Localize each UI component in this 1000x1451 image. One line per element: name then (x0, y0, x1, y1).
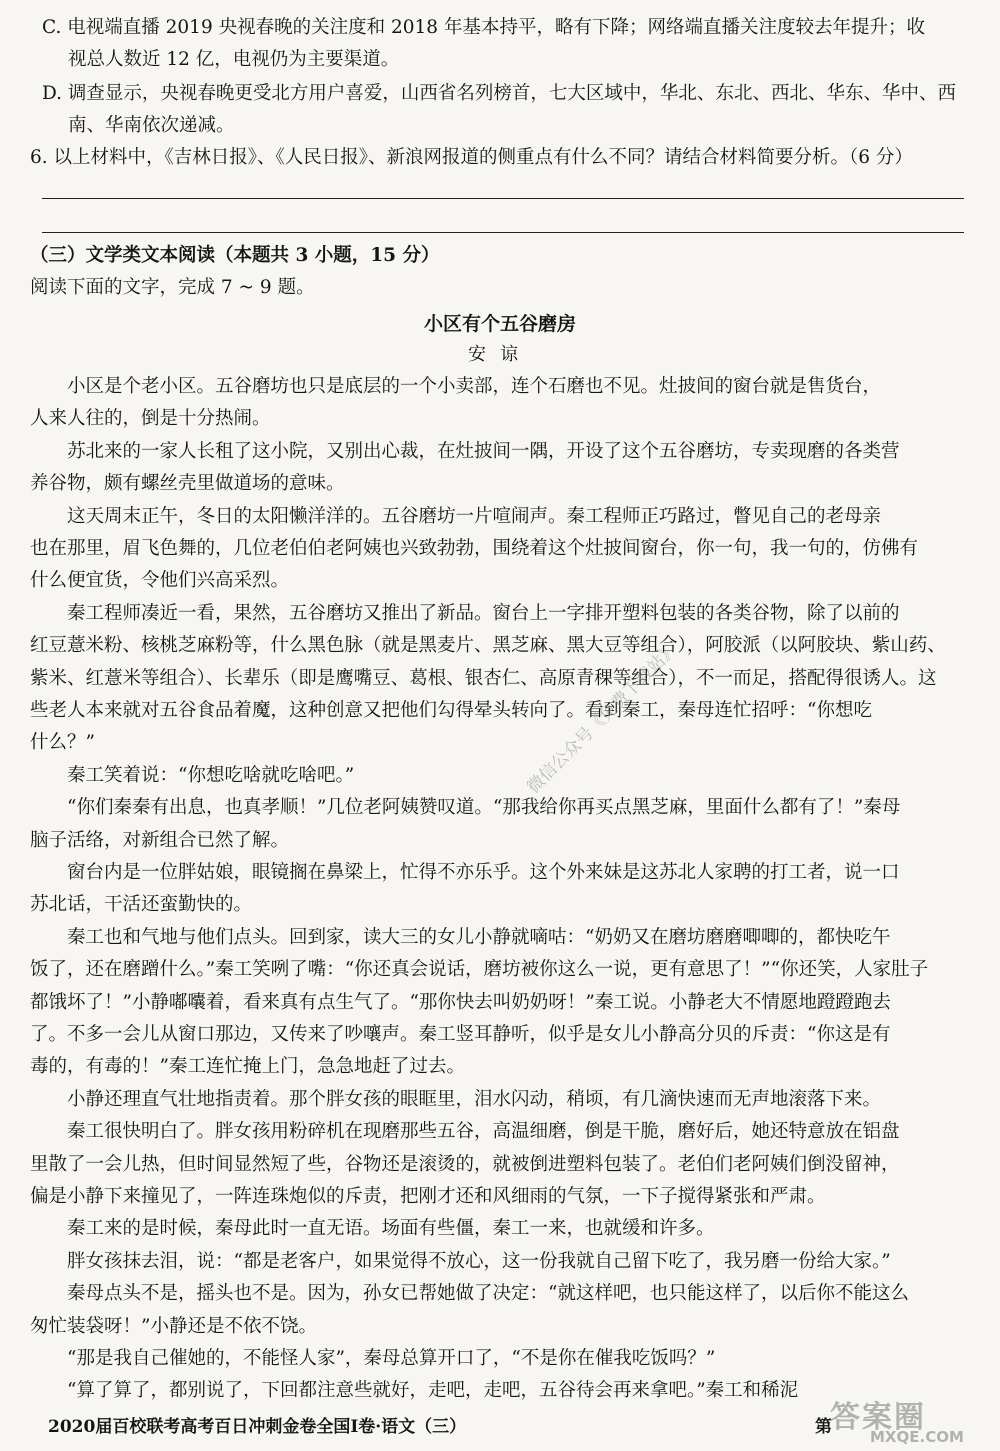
article-line: 秦工笑着说：“你想吃啥就吃啥吧。” (67, 765, 355, 786)
article-line: 什么便宜货，令他们兴高采烈。 (30, 570, 290, 591)
article-line: 秦工很快明白了。胖女孩用粉碎机在现磨那些五谷，高温细磨，倒是干脆，磨好后，她还特意放在铝盘 (67, 1121, 900, 1142)
footer: 2020届百校联考高考百日冲刺金卷全国Ⅰ卷·语文（三） (48, 1417, 467, 1437)
option-c-line-2: 视总人数近 12 亿，电视仍为主要渠道。 (68, 49, 400, 70)
article-line: 了。不多一会儿从窗口那边，又传来了吵嚷声。秦工竖耳静听，似乎是女儿小静高分贝的斥责：“你这是有 (30, 1024, 891, 1045)
article-line: 也在那里，眉飞色舞的，几位老伯伯老阿姨也兴致勃勃，围绕着这个灶披间窗台，你一句，我一句的，仿佛有 (30, 538, 919, 559)
article-title: 小区有个五谷磨房 (423, 313, 576, 335)
article-line: 匆忙装袋呀！”小静还是不依不饶。 (30, 1316, 317, 1337)
article-line: 小区是个老小区。五谷磨坊也只是底层的一个小卖部，连个石磨也不见。灶披间的窗台就是售货台， (67, 376, 882, 397)
article-line: 什么？” (30, 732, 95, 753)
article-line: 些老人本来就对五谷食品着魔，这种创意又把他们勾得晕头转向了。看到秦工，秦母连忙招呼：“你想吃 (30, 700, 872, 721)
section-instruction: 阅读下面的文字，完成 7 ~ 9 题。 (30, 277, 315, 298)
article-line: 偏是小静下来撞见了，一阵连珠炮似的斥责，把刚才还和风细雨的气氛，一下子搅得紧张和严肃。 (30, 1186, 826, 1207)
article-line: 红豆薏米粉、核桃芝麻粉等，什么黑色脉（就是黑麦片、黑芝麻、黑大豆等组合），阿胶派（以阿胶块、紫山药、 (30, 635, 946, 656)
watermark: 微信公众号《免费下载站》 (523, 639, 682, 798)
article-line: 都饿坏了！”小静嘟囔着，看来真有点生气了。“那你快去叫奶奶呀！”秦工说。小静老大不情愿地蹬蹬跑去 (30, 992, 891, 1013)
article-line: 苏北话，干活还蛮勤快的。 (30, 894, 253, 915)
article-line: 秦工来的是时候，秦母此时一直无语。场面有些僵，秦工一来，也就缓和许多。 (67, 1218, 715, 1239)
article-line: 饭了，还在磨蹭什么。”秦工笑咧了嘴：“你还真会说话，磨坊被你这么一说，更有意思了！”“你还笑，人家肚子 (30, 959, 929, 980)
article-line: 小静还理直气壮地指责着。那个胖女孩的眼眶里，泪水闪动，稍顷，有几滴快速而无声地滚落下来。 (67, 1089, 882, 1110)
article-line: 窗台内是一位胖姑娘，眼镜搁在鼻梁上，忙得不亦乐乎。这个外来妹是这苏北人家聘的打工者，说一口 (67, 862, 900, 883)
logo-text: 答案圈 (830, 1400, 926, 1435)
article-line: 养谷物，颇有螺丝壳里做道场的意味。 (30, 473, 345, 494)
answer-line-2 (42, 232, 964, 233)
article-line: 毒的，有毒的！”秦工连忙掩上门，急急地赶了过去。 (30, 1056, 465, 1077)
option-d-line-2: 南、华南依次递减。 (68, 115, 235, 136)
article-line: 秦工程师凑近一看，果然，五谷磨坊又推出了新品。窗台上一字排开塑料包装的各类谷物，除了以前的 (67, 603, 900, 624)
article-line: 里散了一会儿热，但时间显然短了些，谷物还是滚烫的，就被倒进塑料包装了。老伯们老阿姨们倒没留神， (30, 1154, 900, 1175)
article-line: 人来人往的，倒是十分热闹。 (30, 408, 271, 429)
site-logo (830, 1390, 980, 1448)
page-number-mark: 第 (815, 1417, 832, 1437)
section-heading: （三）文学类文本阅读（本题共 3 小题，15 分） (30, 245, 440, 266)
article-line: 苏北来的一家人长租了这小院，又别出心裁，在灶披间一隅，开设了这个五谷磨坊，专卖现磨的各类营 (67, 441, 900, 462)
article-line: 紫米、红薏米等组合）、长辈乐（即是鹰嘴豆、葛根、银杏仁、高原青稞等组合），不一而足，搭配得很诱人。这 (30, 668, 937, 689)
answer-line-1 (42, 198, 964, 199)
article-line: 脑子活络，对新组合已然了解。 (30, 830, 290, 851)
article-line: 这天周末正午，冬日的太阳懒洋洋的。五谷磨坊一片喧闹声。秦工程师正巧路过，瞥见自己的老母亲 (67, 506, 882, 527)
article-line: 秦工也和气地与他们点头。回到家，读大三的女儿小静就嘀咕：“奶奶又在磨坊磨磨唧唧的，都快吃午 (67, 927, 891, 948)
question-6: 6. 以上材料中，《吉林日报》、《人民日报》、新浪网报道的侧重点有什么不同？请结合材料简要分析。（6 分） (30, 147, 913, 168)
article-line: “算了算了，都别说了，下回都注意些就好，走吧，走吧，五谷待会再来拿吧。”秦工和稀泥 (67, 1380, 799, 1401)
article-line: “你们秦秦有出息，也真孝顺！”几位老阿姨赞叹道。“那我给你再买点黑芝麻，里面什么都有了！”秦母 (67, 797, 901, 818)
option-c-line-1: C. 电视端直播 2019 央视春晚的关注度和 2018 年基本持平，略有下降；网络端直播关注度较去年提升；收 (42, 17, 925, 38)
article-line: 秦母点头不是，摇头也不是。因为，孙女已帮她做了决定：“就这样吧，也只能这样了，以后你不能这么 (67, 1283, 909, 1304)
article-line: “那是我自己催她的，不能怪人家”，秦母总算开口了，“不是你在催我吃饭吗？” (67, 1348, 716, 1369)
logo-domain: MXQE.COM (870, 1428, 964, 1446)
option-d-line-1: D. 调查显示，央视春晚更受北方用户喜爱，山西省名列榜首，七大区域中，华北、东北、西北、华东、华中、西 (42, 83, 956, 104)
article-author: 安谅 (468, 344, 532, 365)
article-line: 胖女孩抹去泪，说：“都是老客户，如果觉得不放心，这一份我就自己留下吃了，我另磨一份给大家。” (67, 1251, 891, 1272)
